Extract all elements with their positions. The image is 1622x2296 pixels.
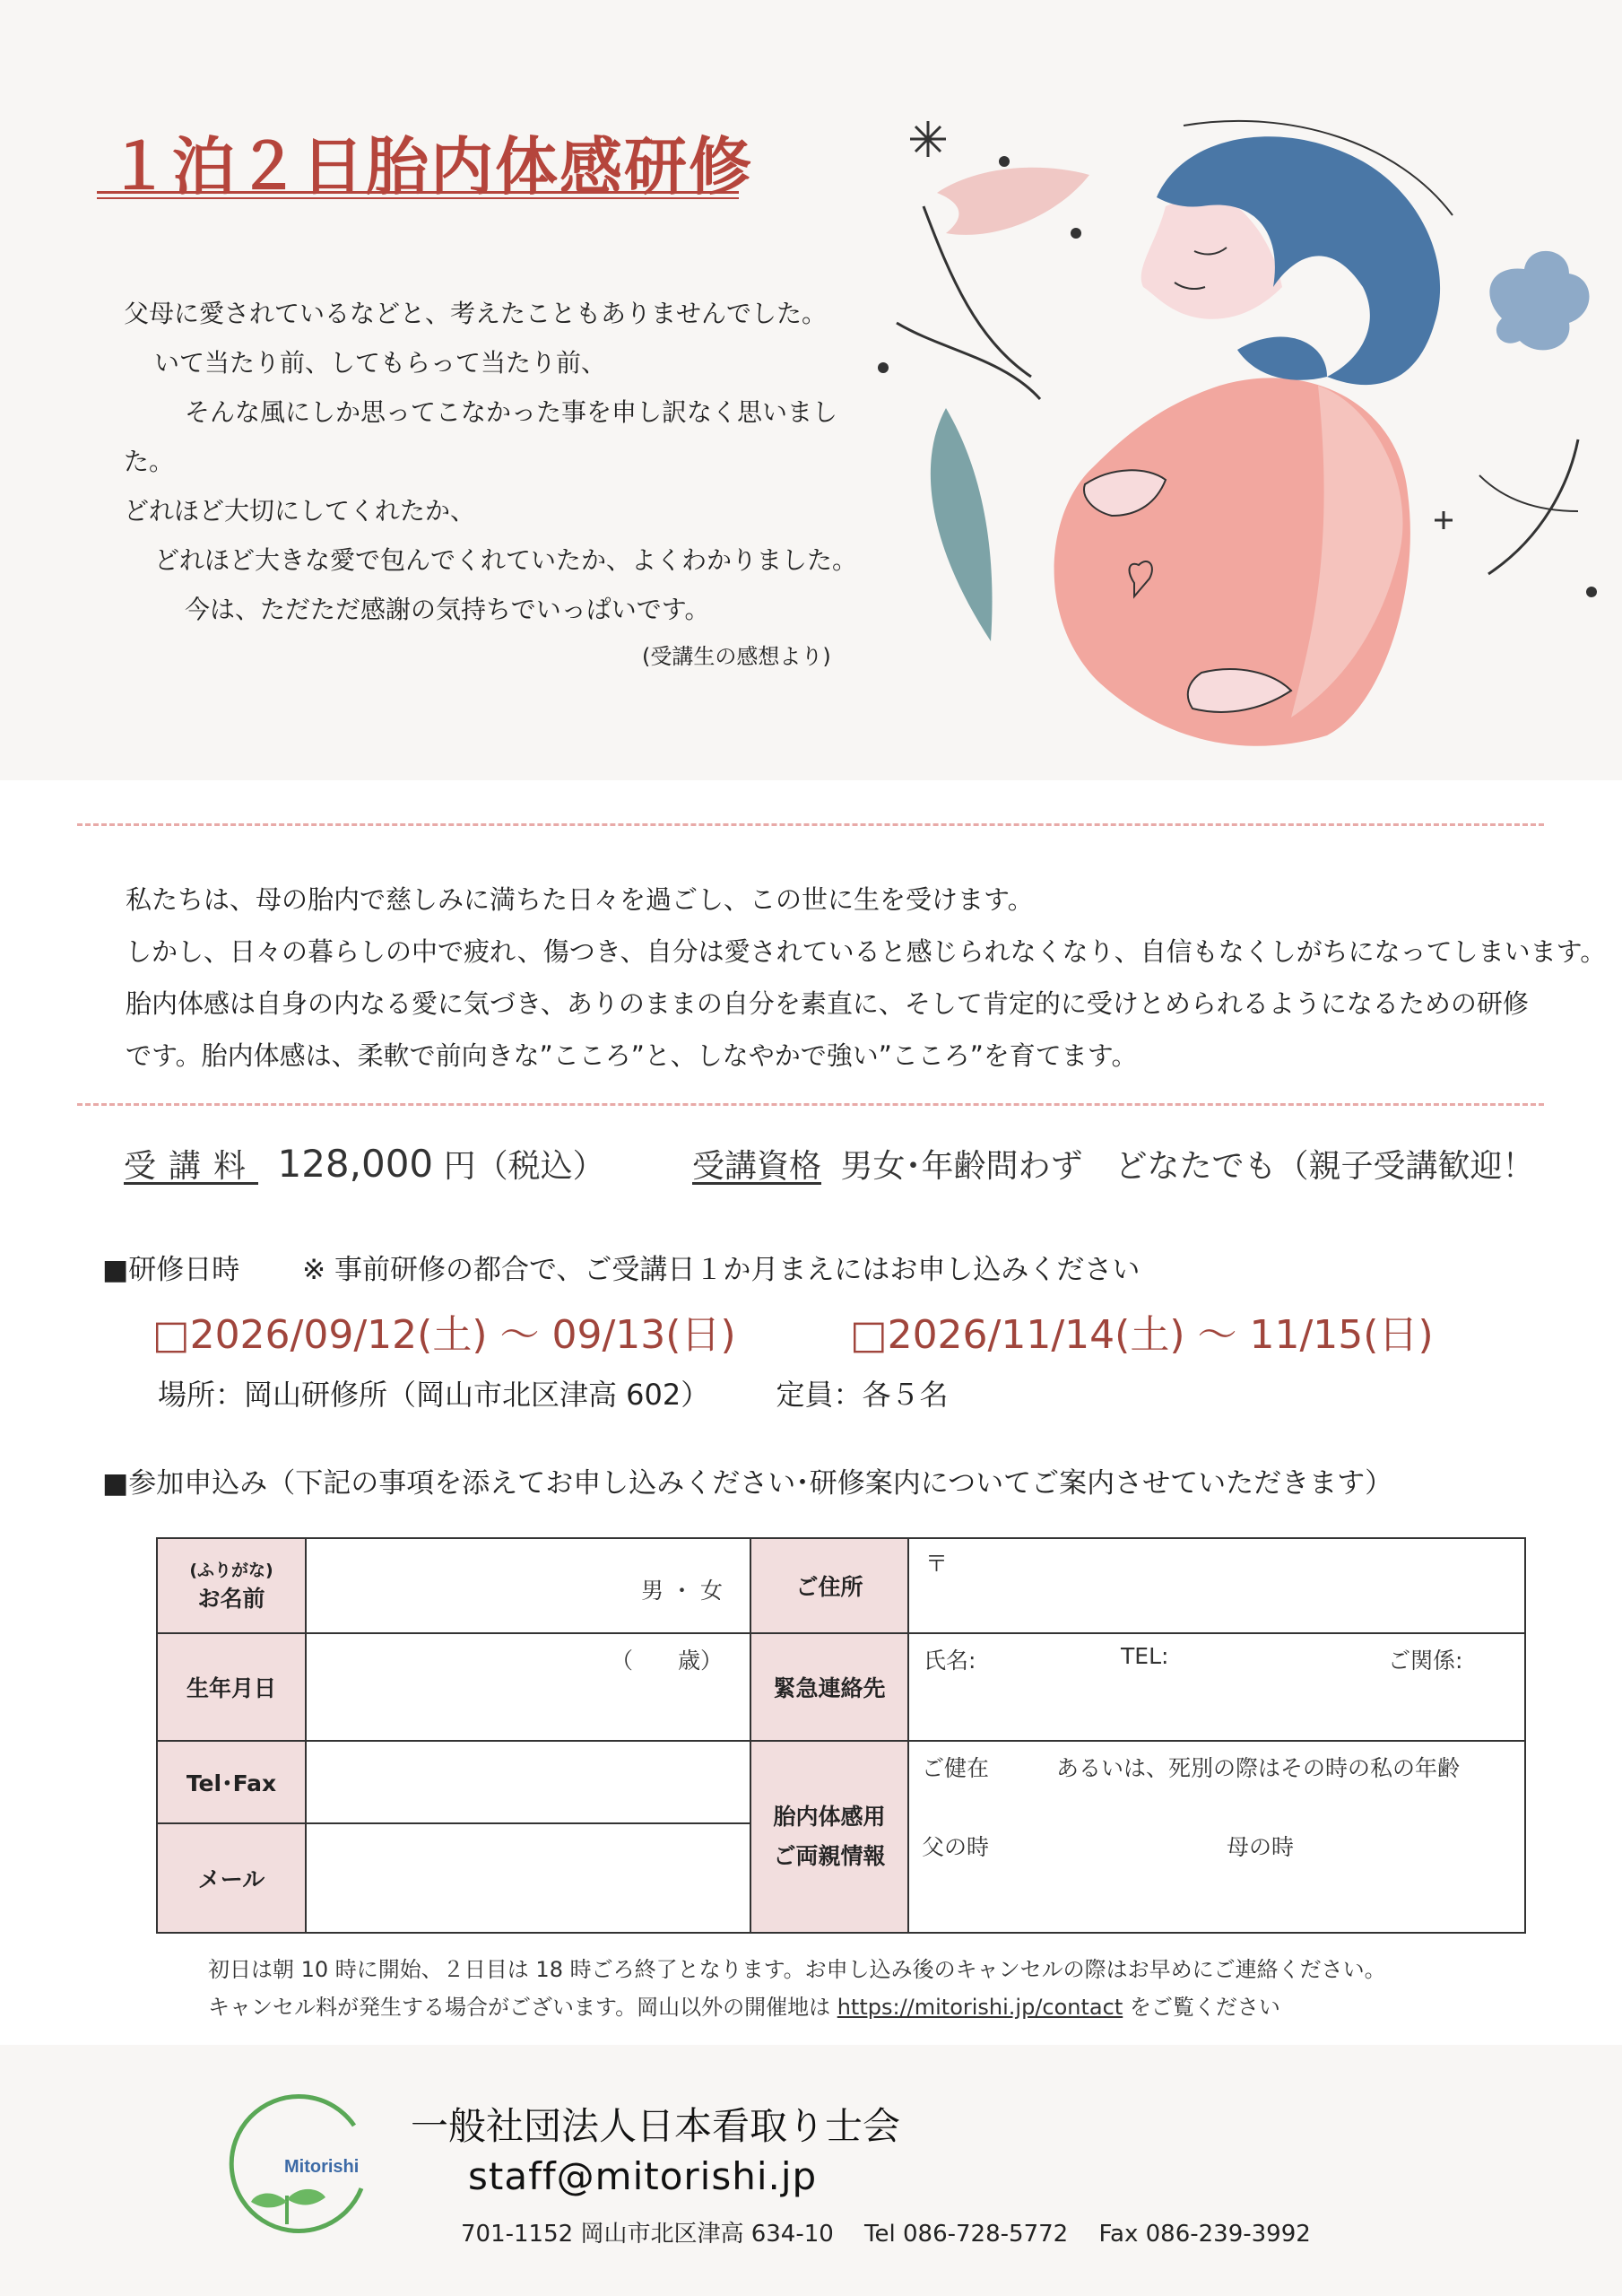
fee-amount: 128,000	[277, 1142, 434, 1186]
venue: 場所：岡山研修所（岡山市北区津高 602）	[158, 1378, 710, 1412]
name-field[interactable]	[306, 1538, 750, 1633]
testimonial-line: どれほど大きな愛で包んでくれていたか、よくわかりました。	[154, 545, 858, 575]
pregnant-woman-illustration	[861, 90, 1605, 753]
parents-status-line: ご健在 あるいは、死別の際はその時の私の年齢	[922, 1755, 1461, 1781]
postal-mark: 〒	[925, 1551, 949, 1577]
parents-label-2: ご両親情報	[773, 1843, 886, 1869]
parents-label-1: 胎内体感用	[773, 1804, 886, 1830]
mitorishi-logo	[220, 2090, 372, 2242]
fee-unit: 円（税込）	[443, 1148, 605, 1185]
testimonial-line: 今は、ただただ感謝の気持ちでいっぱいです。	[185, 595, 710, 624]
testimonial	[124, 289, 858, 634]
footnote-text-end: をご覧ください	[1123, 1995, 1280, 2020]
testimonial-line: そんな風にしか思ってこなかった事を申し訳なく思いまし	[185, 397, 838, 427]
date-option-1: □2026/09/12(土) ～ 09/13(日)	[152, 1312, 736, 1358]
name-label: お名前	[197, 1586, 265, 1612]
birth-field[interactable]	[306, 1633, 750, 1741]
testimonial-line: た。	[124, 447, 175, 476]
emergency-tel: TEL:	[1121, 1643, 1169, 1669]
tel-field[interactable]	[306, 1741, 750, 1823]
furigana-label: (ふりがな)	[189, 1561, 273, 1580]
address-field[interactable]	[908, 1538, 1525, 1633]
intro-line: しかし、日々の暮らしの中で疲れ、傷つき、自分は愛されていると感じられなくなり、自信もなくしがちになってしまいます。	[126, 936, 1607, 967]
capacity: 定員：各５名	[776, 1378, 949, 1412]
mother-field: 母の時	[1227, 1834, 1295, 1860]
mail-field[interactable]	[306, 1823, 750, 1933]
title-underline	[97, 191, 739, 194]
fee-row	[124, 1141, 605, 1187]
title-underline-2	[97, 197, 739, 199]
intro-line: です。胎内体感は、柔軟で前向きな”こころ”と、しなやかで強い”こころ”を育てます。	[126, 1040, 1138, 1071]
qualification-value: 男女･年齢問わず どなたでも（親子受講歓迎！	[840, 1148, 1535, 1185]
intro-line: 胎内体感は自身の内なる愛に気づき、ありのままの自分を素直に、そして肯定的に受けとめられるようになるための研修	[126, 988, 1529, 1019]
gender-options[interactable]: 男 ・ 女	[641, 1578, 723, 1604]
page-title: １泊２日胎内体感研修	[108, 130, 753, 204]
footnote-line-2	[208, 1989, 1280, 2021]
testimonial-line: どれほど大切にしてくれたか、	[124, 496, 476, 526]
intro-line: 私たちは、母の胎内で慈しみに満ちた日々を過ごし、この世に生を受けます。	[126, 884, 1034, 915]
contact-link[interactable]: https://mitorishi.jp/contact	[837, 1995, 1123, 2020]
application-heading: ■参加申込み（下記の事項を添えてお申し込みください･研修案内についてご案内させていただきます）	[102, 1467, 1393, 1500]
dashed-divider-top	[77, 823, 1544, 826]
fee-label: 受講料	[124, 1148, 259, 1185]
dashed-divider-bottom	[77, 1103, 1544, 1106]
place-row	[158, 1372, 948, 1413]
testimonial-line: 父母に愛されているなどと、考えたこともありませんでした。	[124, 299, 828, 328]
father-field: 父の時	[922, 1834, 990, 1860]
qualification-row	[692, 1141, 1534, 1187]
qualification-label: 受講資格	[692, 1148, 822, 1185]
address-label: ご住所	[750, 1538, 908, 1633]
schedule-heading: ■研修日時	[102, 1254, 240, 1286]
organization-address: 701-1152 岡山市北区津高 634-10 Tel 086-728-5772 Fax 086-239-3992	[461, 2221, 1311, 2248]
emergency-name: 氏名:	[924, 1648, 976, 1674]
emergency-relation: ご関係:	[1388, 1648, 1463, 1674]
emergency-label: 緊急連絡先	[750, 1633, 908, 1741]
mail-label: メール	[157, 1823, 306, 1933]
parents-label-cell	[750, 1741, 908, 1933]
tel-label: Tel･Fax	[157, 1741, 306, 1823]
footnote-line-1: 初日は朝 10 時に開始、２日目は 18 時ごろ終了となります。お申し込み後のキャンセルの際はお早めにご連絡ください。	[208, 1957, 1386, 1982]
testimonial-line: いて当たり前、してもらって当たり前、	[154, 348, 607, 378]
application-form	[156, 1537, 1526, 1934]
emergency-field[interactable]	[908, 1633, 1525, 1741]
contact-email[interactable]: staff@mitorishi.jp	[468, 2154, 818, 2198]
organization-name: 一般社団法人日本看取り士会	[411, 2104, 901, 2148]
birth-label: 生年月日	[157, 1633, 306, 1741]
logo-text: Mitorishi	[284, 2157, 360, 2177]
testimonial-source: (受講生の感想より)	[642, 644, 831, 669]
footnote-text: キャンセル料が発生する場合がございます。岡山以外の開催地は	[208, 1995, 837, 2020]
name-label-cell	[157, 1538, 306, 1633]
date-option-2: □2026/11/14(土) ～ 11/15(日)	[850, 1312, 1434, 1358]
schedule-note: ※ 事前研修の都合で、ご受講日１か月まえにはお申し込みください	[302, 1254, 1141, 1286]
age-field: （ 歳）	[610, 1648, 723, 1674]
intro-paragraph	[126, 874, 1607, 1082]
parents-field[interactable]	[908, 1741, 1525, 1933]
schedule-heading-row	[102, 1247, 1140, 1287]
